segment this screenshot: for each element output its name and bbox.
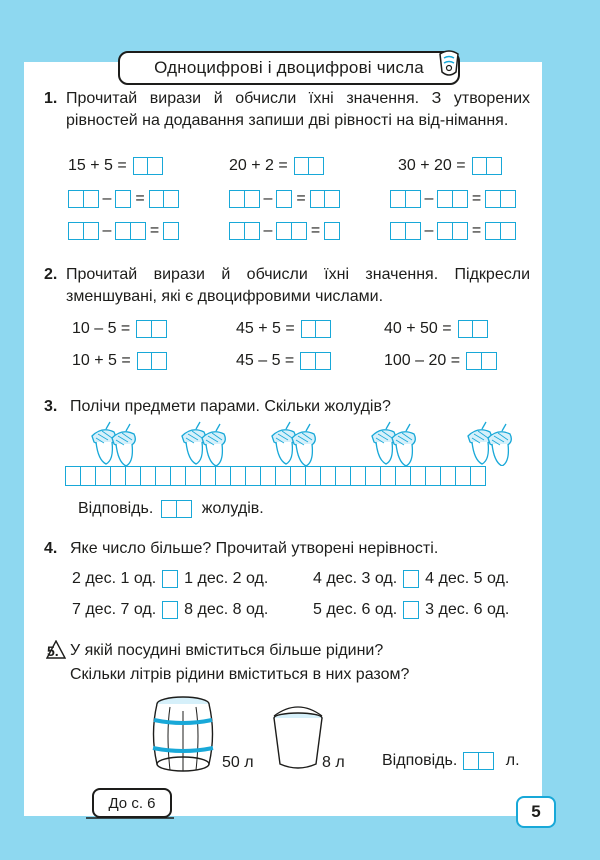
answer-cells[interactable]	[485, 190, 516, 208]
task-1-subtraction-template-3: – =	[390, 190, 516, 208]
expression-text: 15 + 5 =	[68, 157, 127, 174]
comparison-right: 3 дес. 6 од.	[425, 601, 510, 618]
answer-cells[interactable]	[437, 222, 468, 240]
answer-cells[interactable]	[390, 222, 421, 240]
expression-text: 20 + 2 =	[229, 157, 288, 174]
answer-cells[interactable]	[485, 222, 516, 240]
expression-text: 10 – 5 =	[72, 320, 131, 337]
sign-cell[interactable]	[403, 601, 419, 619]
task-5-line-2: Скільки літрів рідини вміститься в них разом?	[70, 666, 410, 683]
comparison-left: 5 дес. 6 од.	[313, 601, 398, 618]
expression-text: 100 – 20 =	[384, 352, 461, 369]
expression-text: 10 + 5 =	[72, 352, 131, 369]
task-4-number: 4.	[44, 540, 58, 557]
answer-unit: л.	[505, 752, 520, 769]
comparison-left: 4 дес. 3 од.	[313, 570, 398, 587]
answer-cells[interactable]	[149, 190, 180, 208]
task-2-number: 2.	[44, 266, 58, 283]
answer-cells[interactable]	[463, 752, 494, 770]
acorn-pair-1	[92, 422, 135, 466]
answer-cells[interactable]	[458, 320, 489, 338]
acorn-pair-5	[468, 422, 511, 466]
page-title: Одноцифрові і двоцифрові числа	[118, 51, 460, 85]
answer-cells[interactable]	[294, 157, 325, 175]
task-1-subtraction-template-2: – =	[229, 190, 340, 208]
task-5-answer	[382, 752, 520, 770]
acorn-pair-3	[272, 422, 315, 466]
bucket-icon	[268, 706, 328, 772]
answer-cells[interactable]	[115, 222, 146, 240]
task-4-comparison-3	[72, 601, 268, 619]
answer-cells[interactable]	[390, 190, 421, 208]
task-2-text: Прочитай вирази й обчисли їхні значення. Підкресли зменшувані, які є двоцифровими числами.	[66, 266, 530, 305]
answer-cells[interactable]	[324, 222, 340, 240]
answer-cells[interactable]	[163, 222, 179, 240]
page-frame-right	[542, 0, 600, 860]
answer-cells[interactable]	[472, 157, 503, 175]
answer-cells[interactable]	[68, 222, 99, 240]
answer-cells[interactable]	[310, 190, 341, 208]
answer-cells[interactable]	[276, 222, 307, 240]
expression-text: 40 + 50 =	[384, 320, 452, 337]
task-1-subtraction-template-1: – =	[68, 190, 179, 208]
task-4-comparison-2	[313, 570, 509, 588]
answer-cells[interactable]	[437, 190, 468, 208]
task-4-comparison-1	[72, 570, 268, 588]
page-frame-left	[0, 0, 24, 860]
task-1-number: 1.	[44, 90, 58, 107]
answer-cells[interactable]	[68, 190, 99, 208]
barrel-volume-label: 50 л	[222, 754, 254, 771]
task-1-subtraction-template-5: – =	[229, 222, 340, 240]
answer-cells[interactable]	[133, 157, 164, 175]
task-2-expr-3	[384, 320, 488, 338]
task-2-expr-1	[72, 320, 167, 338]
task-1-expr-3	[398, 157, 502, 175]
scroll-ornament-icon	[436, 48, 462, 78]
acorn-pairs-illustration	[90, 418, 530, 466]
answer-cells[interactable]	[466, 352, 497, 370]
expression-text: 45 – 5 =	[236, 352, 295, 369]
answer-cells[interactable]	[229, 190, 260, 208]
task-3-number: 3.	[44, 398, 58, 415]
answer-label: Відповідь.	[78, 500, 154, 517]
task-5-number: 5.	[47, 643, 59, 659]
answer-cells[interactable]	[301, 320, 332, 338]
task-1-subtraction-template-4: – =	[68, 222, 179, 240]
task-2-expr-2	[236, 320, 331, 338]
page-reference: До с. 6	[92, 788, 172, 818]
comparison-right: 8 дес. 8 од.	[184, 601, 269, 618]
counting-cell-strip[interactable]	[66, 466, 528, 486]
sign-cell[interactable]	[162, 570, 178, 588]
comparison-right: 4 дес. 5 од.	[425, 570, 510, 587]
bucket-volume-label: 8 л	[322, 754, 345, 771]
task-5-line-1: У якій посудині вміститься більше рідини?	[70, 642, 384, 659]
acorn-pair-2	[182, 422, 225, 466]
task-2-expr-6	[384, 352, 497, 370]
page-number: 5	[516, 796, 556, 828]
comparison-right: 1 дес. 2 од.	[184, 570, 269, 587]
comparison-left: 7 дес. 7 од.	[72, 601, 157, 618]
task-2-expr-4	[72, 352, 167, 370]
task-3-answer	[78, 500, 264, 518]
task-1-expr-2	[229, 157, 324, 175]
expression-text: 45 + 5 =	[236, 320, 295, 337]
task-4-text: Яке число більше? Прочитай утворені нерівності.	[70, 540, 439, 557]
task-1-subtraction-template-6: – =	[390, 222, 516, 240]
comparison-left: 2 дес. 1 од.	[72, 570, 157, 587]
answer-cells[interactable]	[137, 352, 168, 370]
expression-text: 30 + 20 =	[398, 157, 466, 174]
task-2-expr-5	[236, 352, 331, 370]
sign-cell[interactable]	[162, 601, 178, 619]
answer-cells[interactable]	[136, 320, 167, 338]
page-frame-bottom	[0, 816, 600, 860]
answer-cells[interactable]	[300, 352, 331, 370]
task-1-expr-1	[68, 157, 163, 175]
task-4-comparison-4	[313, 601, 509, 619]
answer-label: Відповідь.	[382, 752, 458, 769]
task-3-text: Полічи предмети парами. Скільки жолудів?	[70, 398, 391, 415]
answer-unit: жолудів.	[201, 500, 264, 517]
task-1-text: Прочитай вирази й обчисли їхні значення. З утворених рівностей на додавання запиши дві рівності на від-німання.	[66, 90, 530, 129]
answer-cells[interactable]	[161, 500, 192, 518]
answer-cells[interactable]	[276, 190, 292, 208]
acorn-pair-4	[372, 422, 415, 466]
sign-cell[interactable]	[403, 570, 419, 588]
answer-cells[interactable]	[115, 190, 131, 208]
barrel-icon	[148, 694, 218, 774]
answer-cells[interactable]	[229, 222, 260, 240]
